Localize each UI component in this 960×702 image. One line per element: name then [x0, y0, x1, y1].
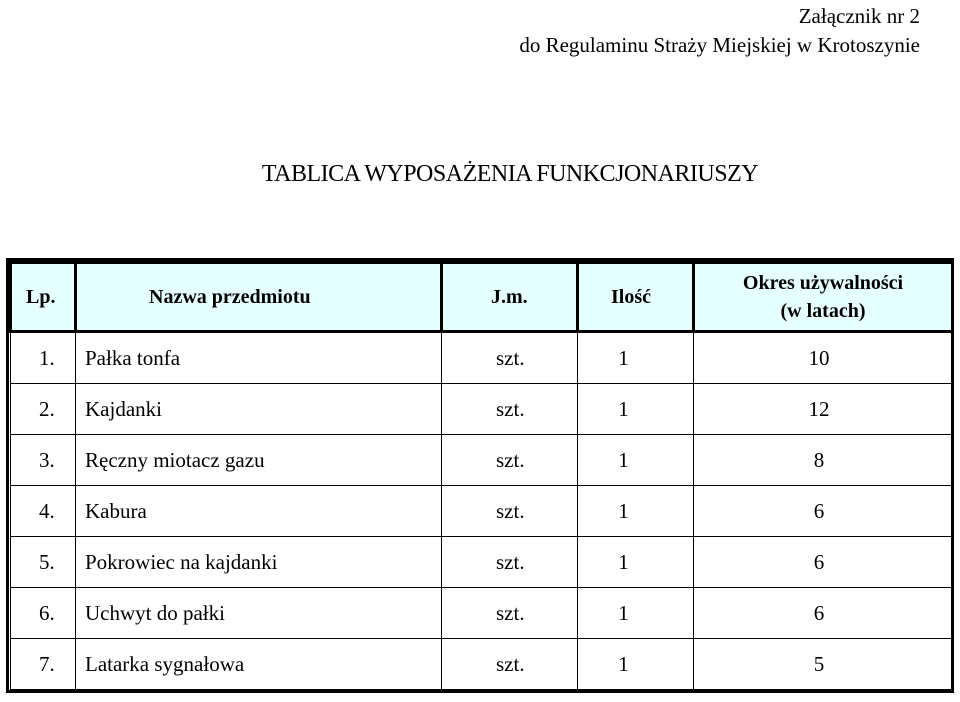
cell-item-name: Kajdanki — [76, 384, 442, 435]
cell-quantity: 1 — [578, 588, 694, 639]
cell-lp: 7. — [11, 639, 76, 690]
table-row — [11, 435, 953, 486]
table-row — [11, 537, 953, 588]
table-row — [11, 332, 953, 384]
cell-item-name: Latarka sygnałowa — [76, 639, 442, 690]
cell-quantity: 1 — [578, 639, 694, 690]
cell-item-name: Pałka tonfa — [76, 332, 442, 384]
cell-quantity: 1 — [578, 537, 694, 588]
header-usage-period — [694, 263, 953, 332]
cell-item-name: Kabura — [76, 486, 442, 537]
cell-usage-period: 5 — [694, 639, 953, 690]
header-row — [11, 263, 953, 332]
cell-usage-period: 6 — [694, 537, 953, 588]
table-row — [11, 639, 953, 690]
header-usage-period-unit: (w latach) — [780, 300, 866, 322]
document-title: TABLICA WYPOSAŻENIA FUNKCJONARIUSZY — [261, 161, 759, 187]
header-lp: Lp. — [11, 263, 76, 332]
cell-lp: 6. — [11, 588, 76, 639]
cell-quantity: 1 — [578, 435, 694, 486]
cell-unit: szt. — [442, 332, 578, 384]
header-unit: J.m. — [442, 263, 578, 332]
cell-item-name: Ręczny miotacz gazu — [76, 435, 442, 486]
annex-number: Załącznik nr 2 — [798, 4, 920, 28]
table-body — [11, 332, 953, 690]
annex-reference: do Regulaminu Straży Miejskiej w Krotoszynie — [519, 33, 920, 57]
cell-unit: szt. — [442, 537, 578, 588]
table-header — [11, 263, 953, 332]
table-row — [11, 588, 953, 639]
cell-unit: szt. — [442, 588, 578, 639]
cell-lp: 5. — [11, 537, 76, 588]
cell-quantity: 1 — [578, 332, 694, 384]
cell-unit: szt. — [442, 486, 578, 537]
cell-usage-period: 12 — [694, 384, 953, 435]
cell-lp: 2. — [11, 384, 76, 435]
cell-unit: szt. — [442, 384, 578, 435]
equipment-table — [9, 261, 954, 690]
cell-item-name: Pokrowiec na kajdanki — [76, 537, 442, 588]
cell-lp: 4. — [11, 486, 76, 537]
table-row — [11, 384, 953, 435]
cell-item-name: Uchwyt do pałki — [76, 588, 442, 639]
cell-unit: szt. — [442, 639, 578, 690]
cell-lp: 3. — [11, 435, 76, 486]
annex-note — [519, 2, 920, 60]
cell-usage-period: 10 — [694, 332, 953, 384]
cell-usage-period: 8 — [694, 435, 953, 486]
header-quantity: Ilość — [578, 263, 694, 332]
cell-usage-period: 6 — [694, 588, 953, 639]
table-row — [11, 486, 953, 537]
cell-unit: szt. — [442, 435, 578, 486]
header-item-name: Nazwa przedmiotu — [76, 263, 442, 332]
header-usage-period-label: Okres używalności — [742, 272, 904, 294]
equipment-table-frame — [6, 258, 954, 693]
cell-quantity: 1 — [578, 384, 694, 435]
cell-usage-period: 6 — [694, 486, 953, 537]
cell-lp: 1. — [11, 332, 76, 384]
cell-quantity: 1 — [578, 486, 694, 537]
